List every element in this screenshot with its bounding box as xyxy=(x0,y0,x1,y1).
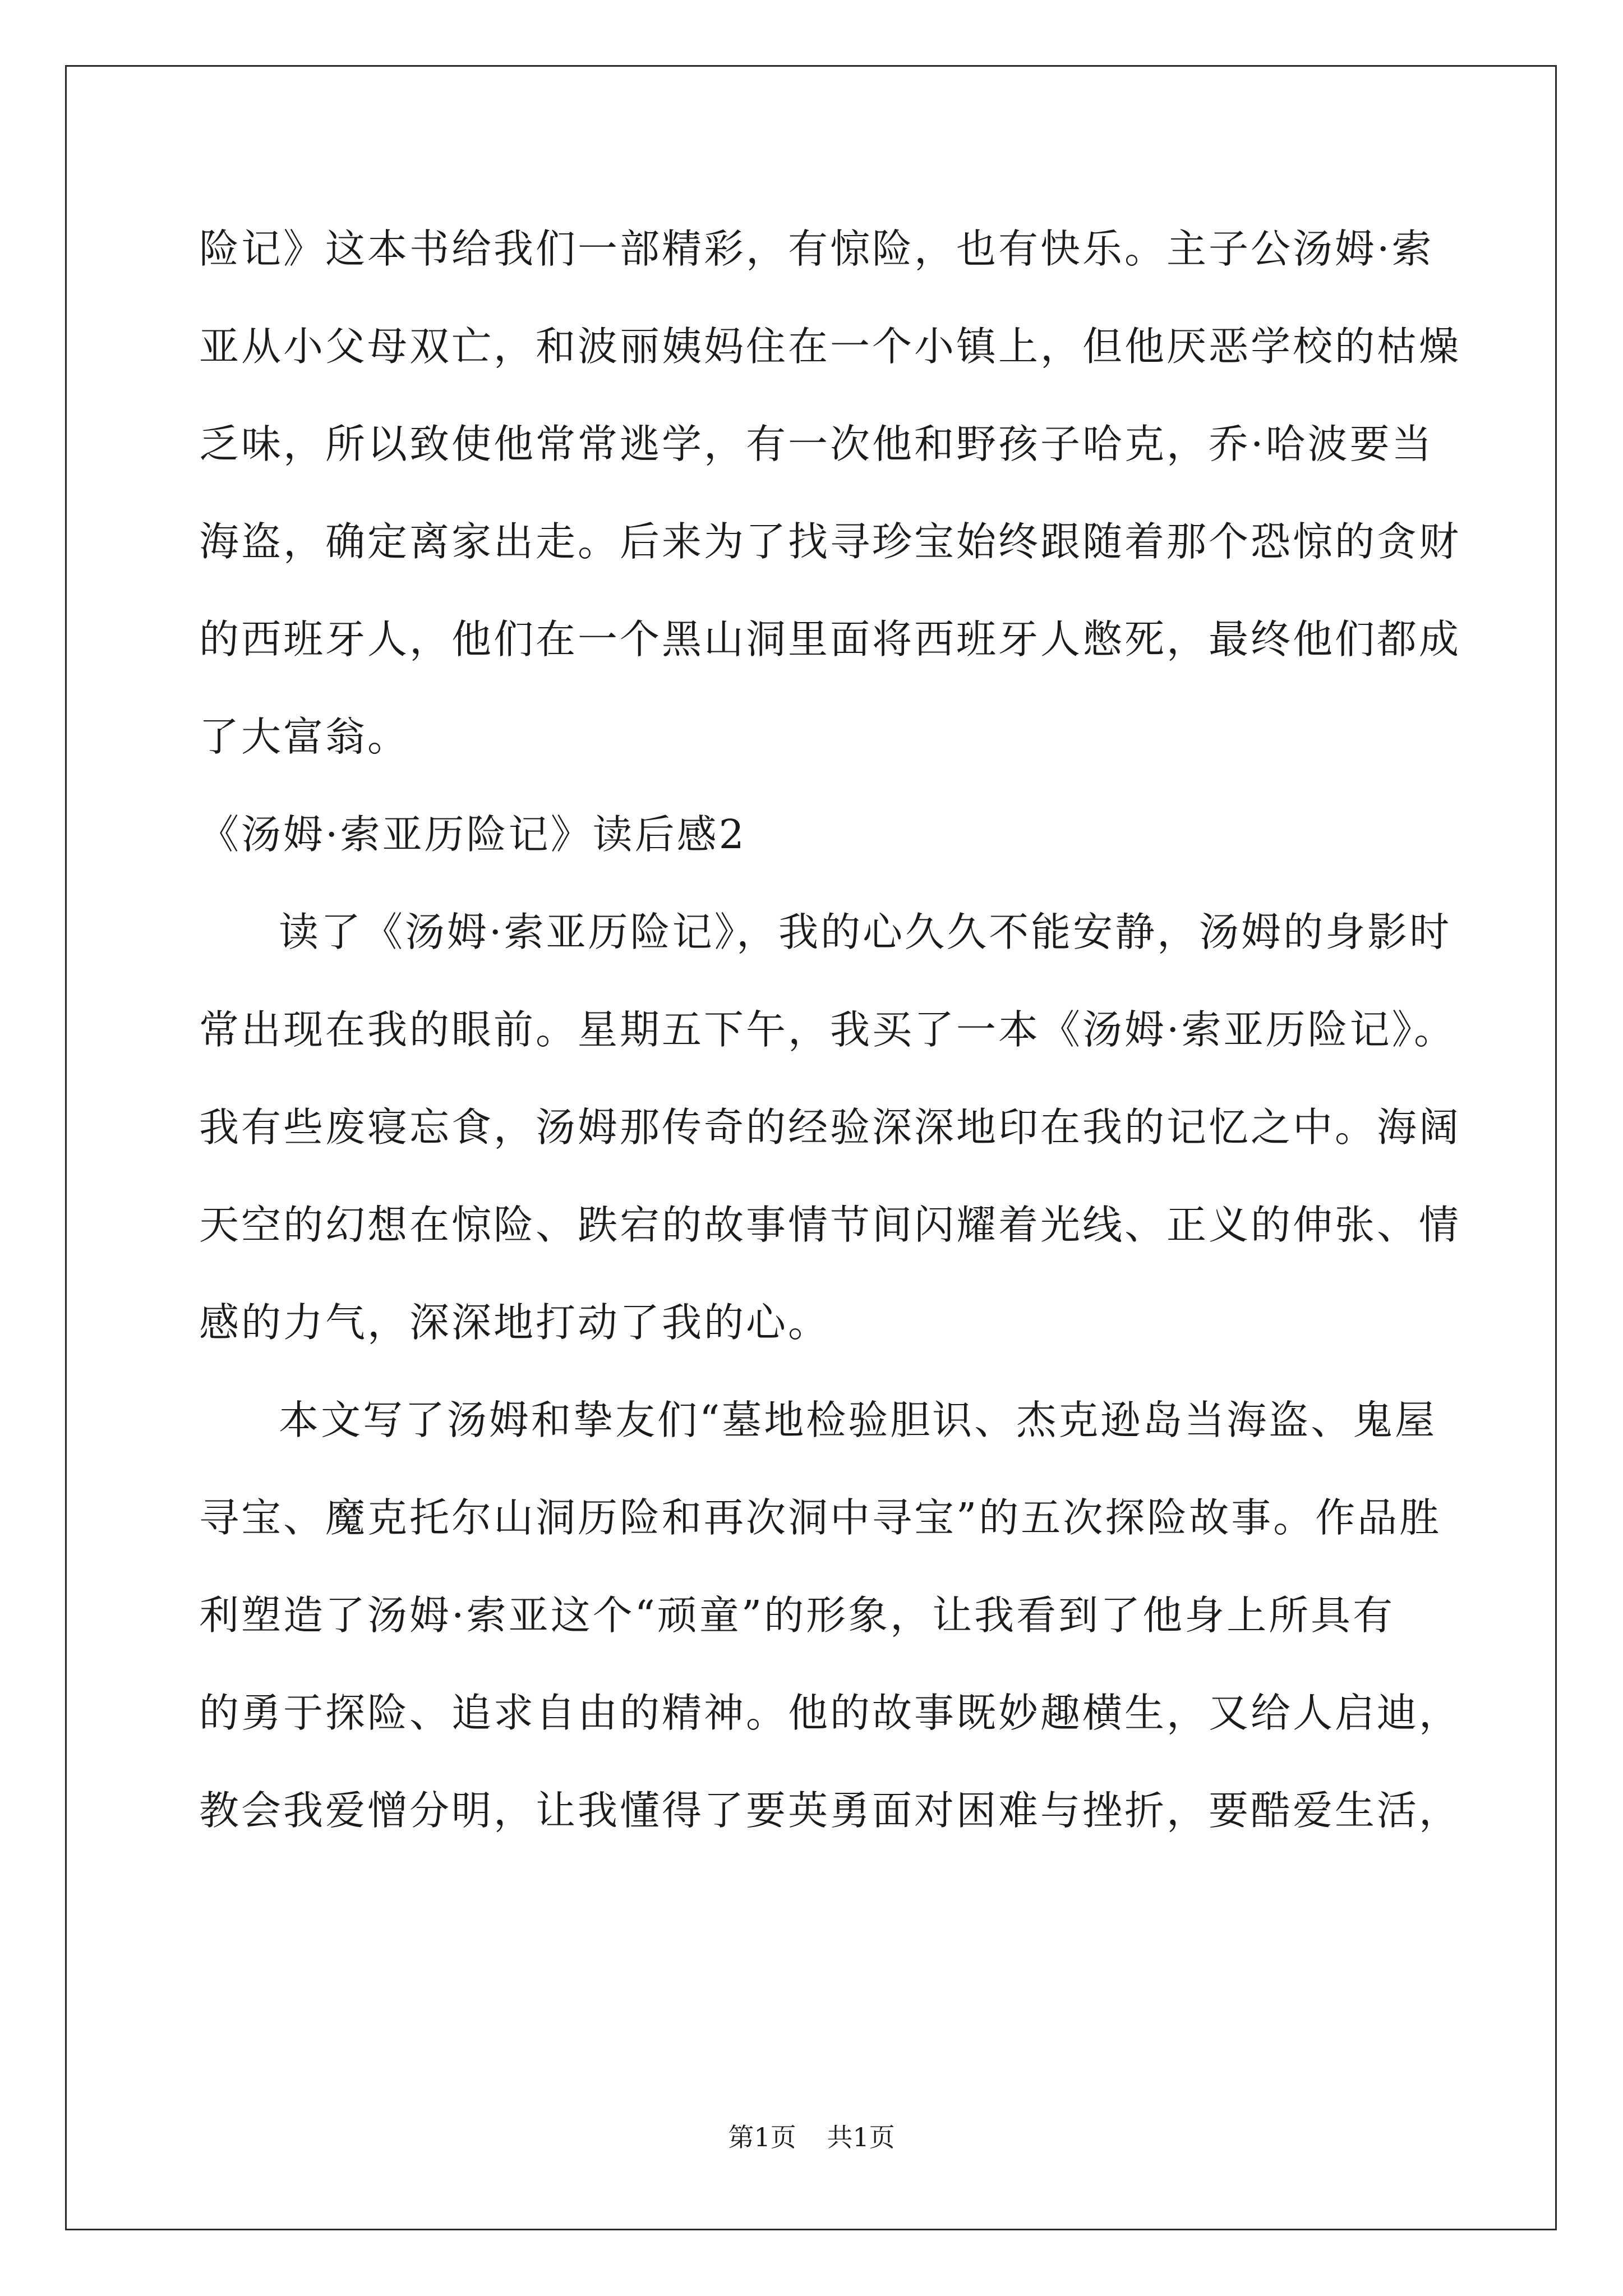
page-number: 第1页 xyxy=(728,2122,796,2152)
paragraph-line: 本文写了汤姆和挚友们“墓地检验胆识、杰克逊岛当海盗、鬼屋 xyxy=(279,1397,1437,1443)
paragraph-line: 我有些废寝忘食，汤姆那传奇的经验深深地印在我的记忆之中。海阔 xyxy=(199,1104,1461,1151)
paragraph-line: 常出现在我的眼前。星期五下午，我买了一本《汤姆·索亚历险记》。 xyxy=(199,1006,1456,1053)
page-footer xyxy=(0,2124,1623,2150)
section-heading: 《汤姆·索亚历险记》读后感2 xyxy=(199,811,746,858)
paragraph-line: 教会我爱憎分明，让我懂得了要英勇面对困难与挫折，要酷爱生活， xyxy=(199,1787,1461,1834)
paragraph-line: 天空的幻想在惊险、跌宕的故事情节间闪耀着光线、正义的伸张、情 xyxy=(199,1202,1461,1248)
paragraph-line: 的勇于探险、追求自由的精神。他的故事既妙趣横生，又给人启迪， xyxy=(199,1690,1461,1736)
paragraph-line: 了大富翁。 xyxy=(199,714,410,760)
paragraph-line: 寻宝、魔克托尔山洞历险和再次洞中寻宝”的五次探险故事。作品胜 xyxy=(199,1494,1442,1541)
paragraph-line: 利塑造了汤姆·索亚这个“顽童”的形象，让我看到了他身上所具有 xyxy=(199,1592,1395,1639)
paragraph-line: 险记》这本书给我们一部精彩，有惊险，也有快乐。主子公汤姆·索 xyxy=(199,226,1434,272)
page-total: 共1页 xyxy=(827,2122,895,2152)
paragraph-line: 乏味，所以致使他常常逃学，有一次他和野孩子哈克，乔·哈波要当 xyxy=(199,421,1434,467)
paragraph-line: 读了《汤姆·索亚历险记》，我的心久久不能安静，汤姆的身影时 xyxy=(279,909,1452,955)
paragraph-line: 海盗，确定离家出走。后来为了找寻珍宝始终跟随着那个恐惊的贪财 xyxy=(199,518,1461,565)
paragraph-line: 亚从小父母双亡，和波丽姨妈住在一个小镇上，但他厌恶学校的枯燥 xyxy=(199,323,1461,370)
paragraph-line: 感的力气，深深地打动了我的心。 xyxy=(199,1299,831,1346)
paragraph-line: 的西班牙人，他们在一个黑山洞里面将西班牙人憋死，最终他们都成 xyxy=(199,616,1461,662)
